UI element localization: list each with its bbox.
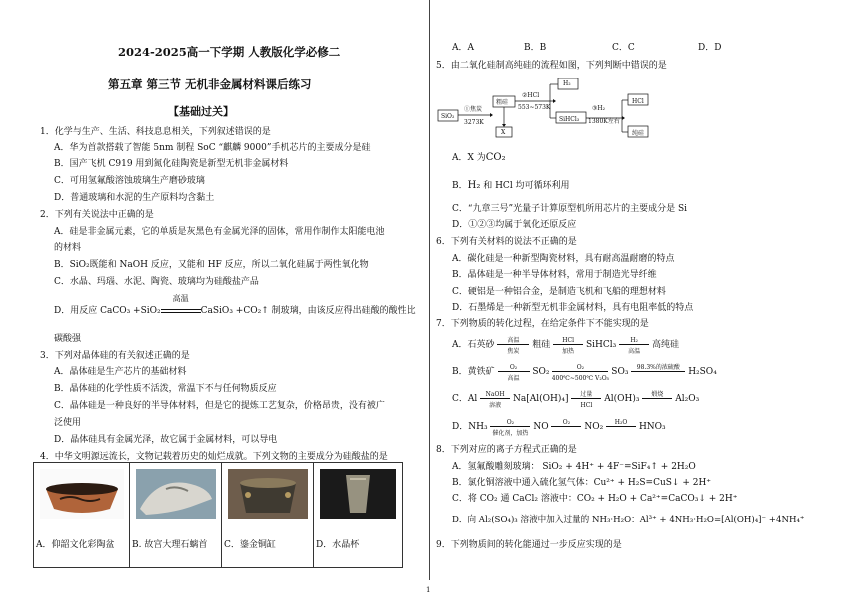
q2-d-products: CaSiO₃ +CO₂↑ xyxy=(200,306,269,316)
q7-d-arrow1 xyxy=(490,419,530,437)
q2-d-cond-label: 高温 xyxy=(172,294,189,303)
q1-option-a: A．华为首款搭载了智能 5nm 制程 SoC “麒麟 9000”手机芯片的主要成分是硅 xyxy=(54,143,371,153)
q2-option-b: B．SiO₂既能和 NaOH 反应，又能和 HF 反应，所以二氧化硅属于两性氧化物 xyxy=(54,260,369,270)
q7-a-arrow1 xyxy=(497,337,529,355)
q1-option-c: C．可用氢氟酸溶蚀玻璃生产磨砂玻璃 xyxy=(54,176,205,186)
flow-crude-si: 粗硅 xyxy=(496,99,509,106)
q7-a-cond2-bottom: 加热 xyxy=(562,348,575,355)
q4-cell-d xyxy=(314,463,402,567)
q7-b-cond2-top: O₂ xyxy=(576,364,585,371)
q7-b-start: B．黄铁矿 xyxy=(452,367,495,377)
q7-option-a xyxy=(452,337,680,355)
q1-option-b: B．国产飞机 C919 用到氮化硅陶瓷是新型无机非金属材料 xyxy=(54,159,289,169)
q7-a-arrow2 xyxy=(553,337,583,355)
flow-step3-reagent: ③H₂ xyxy=(592,105,606,112)
page-subtitle: 第五章 第三节 无机非金属材料课后练习 xyxy=(108,77,312,91)
q5-option-b xyxy=(452,180,570,192)
flow-step3-temp: 1380K左右 xyxy=(588,118,620,125)
q8-option-a: A．氢氟酸雕刻玻璃： SiO₂ + 4H⁺ + 4F⁻=SiF₄↑ + 2H₂O xyxy=(452,462,696,472)
q7-d-end: HNO₃ xyxy=(638,422,666,432)
painted-pottery-basin-image xyxy=(40,469,124,519)
q4-cell-c xyxy=(222,463,314,567)
q2-option-c: C．水晶、玛瑙、水泥、陶瓷、玻璃均为硅酸盐产品 xyxy=(54,277,259,287)
q6-stem: 6．下列有关材料的说法不正确的是 xyxy=(436,237,577,247)
flow-step2-reagent: ②HCl xyxy=(522,92,540,99)
q7-c-cond2-top: 过量 xyxy=(580,391,593,398)
q4-cell-a xyxy=(34,463,130,567)
q5-stem: 5．由二氧化硅制高纯硅的流程如图，下列判断中错误的是 xyxy=(436,61,667,71)
q4-label-d: D．水晶杯 xyxy=(316,540,360,550)
q7-a-mid2: SiHCl₃ xyxy=(586,340,617,350)
flow-sio2: SiO₂ xyxy=(441,113,455,120)
q7-b-end: H₂SO₄ xyxy=(688,367,717,377)
q4-label-b: B. 故宫大理石螭首 xyxy=(132,540,208,550)
q5-b-prefix: B． xyxy=(452,181,468,191)
q8-option-c: C．将 CO₂ 通 CaCl₂ 溶液中：CO₂ + H₂O + Ca²⁺=CaCO₃↓ + 2H⁺ xyxy=(452,494,738,504)
q3-stem: 3．下列对晶体硅的有关叙述正确的是 xyxy=(40,351,190,361)
q5-b-suffix: 和 HCl 均可循环利用 xyxy=(480,181,570,191)
q1-stem: 1．化学与生产、生活、科技息息相关，下列叙述错误的是 xyxy=(40,127,271,137)
q6-option-b: B．晶体硅是一种半导体材料，常用于制造光导纤维 xyxy=(452,270,657,280)
q5-a-value: CO₂ xyxy=(485,152,506,163)
q4-cell-b xyxy=(130,463,222,567)
equals-sign xyxy=(161,309,201,313)
marble-chishou-image xyxy=(136,469,216,519)
q7-c-arrow2 xyxy=(571,391,601,409)
flow-step2-temp: 553~573K xyxy=(518,104,551,111)
q4-stem: 4．中华文明源远流长，文物记载着历史的灿烂成就。下列文物的主要成分为硅酸盐的是 xyxy=(40,452,388,462)
section-heading: 【基础过关】 xyxy=(168,105,234,118)
q7-b-mid2: SO₃ xyxy=(611,367,629,377)
q7-a-start: A．石英砂 xyxy=(452,340,495,350)
q2-option-d-cont: 碳酸强 xyxy=(54,334,82,344)
q7-c-mid1: Na[Al(OH)₄] xyxy=(513,394,569,404)
q7-c-end: Al₂O₃ xyxy=(675,394,700,404)
q4-label-c: C．鎏金铜缸 xyxy=(224,540,276,550)
q7-b-mid1: SO₂ xyxy=(532,367,550,377)
q7-b-arrow1 xyxy=(498,364,530,382)
q4-options-table xyxy=(33,462,403,568)
q7-b-arrow3 xyxy=(631,364,685,372)
q2-d-condition xyxy=(161,294,201,313)
q7-b-cond2-bottom: 400℃~500℃ V₂O₅ xyxy=(551,375,610,382)
q6-option-c: C．硬铝是一种铝合金，是制造飞机和飞船的理想材料 xyxy=(452,287,666,297)
q1-option-d: D．普通玻璃和水泥的生产原料均含黏土 xyxy=(54,193,215,203)
q4-answer-a: A．A xyxy=(452,43,474,53)
q7-c-mid2: Al(OH)₃ xyxy=(604,394,640,404)
q7-c-start: C．Al xyxy=(452,394,478,404)
q7-c-cond3-top: 煅烧 xyxy=(651,391,664,398)
q7-d-cond1-top: O₂ xyxy=(506,419,515,426)
q5-b-h2: H₂ xyxy=(467,180,481,191)
q7-a-cond1-bottom: 焦炭 xyxy=(507,348,520,355)
q2-d-prefix: D．用反应 CaCO₃ +SiO₂ xyxy=(54,306,161,316)
flow-step1-reagent: ①焦炭 xyxy=(464,106,483,113)
flow-pure-si: 纯硅 xyxy=(632,130,645,137)
left-column xyxy=(30,0,430,607)
gilded-copper-vat-image xyxy=(228,469,308,519)
q2-d-suffix: 制玻璃，由该反应得出硅酸的酸性比 xyxy=(268,306,416,316)
q4-answer-b: B．B xyxy=(524,43,547,53)
flow-sihcl3: SiHCl₃ xyxy=(559,116,580,123)
q3-option-b: B．晶体硅的化学性质不活泼，常温下不与任何物质反应 xyxy=(54,384,277,394)
q7-c-arrow1 xyxy=(480,391,510,409)
q7-d-start: D．NH₃ xyxy=(452,422,488,432)
q2-option-a-cont: 的材料 xyxy=(54,243,82,253)
q7-c-cond1-top: NaOH xyxy=(485,391,505,398)
q3-option-c-cont: 泛使用 xyxy=(54,418,82,428)
q8-stem: 8．下列对应的离子方程式正确的是 xyxy=(436,445,577,455)
flow-x: X xyxy=(501,129,506,136)
page-number: 1 xyxy=(426,586,431,594)
q2-option-d xyxy=(54,294,416,317)
q7-d-arrow2 xyxy=(551,419,581,427)
q7-a-cond3-top: H₂ xyxy=(630,337,638,344)
q5-a-prefix: A．X 为 xyxy=(452,153,486,163)
q8-option-d: D．向 Al₂(SO₄)₃ 溶液中加入过量的 NH₃·H₂O：Al³⁺ + 4NH₃·H₂O=[Al(OH)₄]⁻ +4NH₄⁺ xyxy=(452,515,805,525)
q7-stem: 7．下列物质的转化过程，在给定条件下不能实现的是 xyxy=(436,319,649,329)
q4-label-a: A．仰韶文化彩陶盆 xyxy=(36,540,115,550)
q4-answer-c: C．C xyxy=(612,43,635,53)
q7-b-cond1-top: O₂ xyxy=(509,364,518,371)
q8-option-b: B．氯化铜溶液中通入硫化氢气体：Cu²⁺ + H₂S=CuS↓ + 2H⁺ xyxy=(452,478,712,488)
q3-option-d: D．晶体硅具有金属光泽，故它属于金属材料，可以导电 xyxy=(54,435,278,445)
q7-a-end: 高纯硅 xyxy=(652,340,680,350)
q7-d-cond3-top: H₂O xyxy=(614,419,628,426)
flow-hcl: HCl xyxy=(632,98,644,105)
q7-c-cond2-bottom: HCl xyxy=(580,402,593,409)
q7-c-cond1-bottom: 溶液 xyxy=(489,402,502,409)
flow-h2: H₂ xyxy=(563,80,571,87)
crystal-cup-image xyxy=(320,469,396,519)
q2-option-a: A．硅是非金属元素，它的单质是灰黑色有金属光泽的固体，常用作制作太阳能电池 xyxy=(54,227,385,237)
q7-b-cond3-top: 98.3%的浓硫酸 xyxy=(636,364,680,371)
page-title: 2024-2025高一下学期 人教版化学必修二 xyxy=(118,45,341,59)
q6-option-d: D．石墨烯是一种新型无机非金属材料，具有电阻率低的特点 xyxy=(452,303,694,313)
q7-d-mid2: NO₂ xyxy=(584,422,604,432)
q4-answer-d: D．D xyxy=(698,43,722,53)
q5-option-a xyxy=(452,152,506,164)
q6-option-a: A．碳化硅是一种新型陶瓷材料，具有耐高温耐磨的特点 xyxy=(452,254,675,264)
q7-a-mid1: 粗硅 xyxy=(532,340,551,350)
q7-d-arrow3 xyxy=(606,419,636,427)
q7-a-cond2-top: HCl xyxy=(562,337,575,344)
q7-a-cond3-bottom: 高温 xyxy=(628,348,641,355)
q9-stem: 9．下列物质间的转化能通过一步反应实现的是 xyxy=(436,540,622,550)
q7-d-cond1-bottom: 催化剂，加热 xyxy=(492,430,529,437)
q7-a-cond1-top: 高温 xyxy=(507,337,520,344)
q2-stem: 2．下列有关说法中正确的是 xyxy=(40,210,154,220)
q7-c-arrow3 xyxy=(642,391,672,399)
q7-option-c xyxy=(452,391,700,409)
q7-a-arrow3 xyxy=(619,337,649,355)
q7-b-cond1-bottom: 高温 xyxy=(507,375,520,382)
q7-d-mid1: NO xyxy=(533,422,549,432)
q7-option-d xyxy=(452,419,666,437)
q5-option-d: D．①②③均属于氧化还原反应 xyxy=(452,220,577,230)
q5-option-c: C．“九章三号”光量子计算原型机所用芯片的主要成分是 Si xyxy=(452,204,687,214)
q7-d-cond2-top: O₂ xyxy=(562,419,571,426)
q3-option-c: C．晶体硅是一种良好的半导体材料，但是它的提炼工艺复杂，价格昂贵，没有被广 xyxy=(54,401,385,411)
q3-option-a: A．晶体硅是生产芯片的基础材料 xyxy=(54,367,187,377)
right-column xyxy=(432,0,850,607)
flow-step1-temp: 3273K xyxy=(464,119,484,126)
